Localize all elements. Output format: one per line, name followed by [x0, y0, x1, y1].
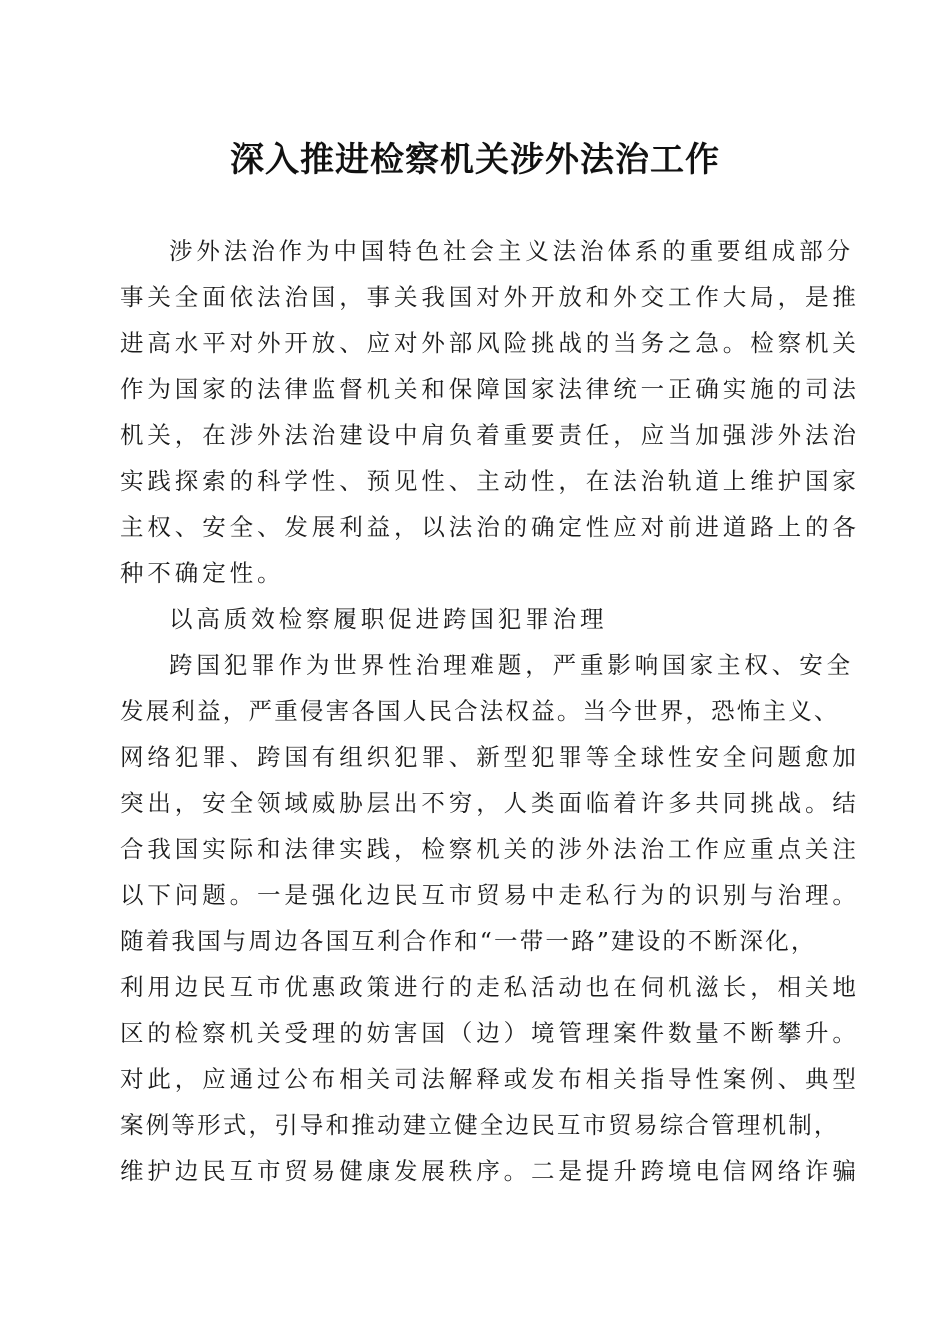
document-title: 深入推进检察机关涉外法治工作	[230, 140, 720, 180]
document-body	[120, 228, 860, 1194]
paragraph-line: 随着我国与周边各国互利合作和“一带一路”建设的不断深化，	[120, 927, 817, 955]
paragraph-line: 发展利益，严重侵害各国人民合法权益。当今世界，恐怖主义、	[120, 697, 840, 725]
paragraph-line: 对此，应通过公布相关司法解释或发布相关指导性案例、典型	[120, 1065, 860, 1093]
paragraph-line: 涉外法治作为中国特色社会主义法治体系的重要组成部分	[169, 237, 854, 265]
paragraph-line: 进高水平对外开放、应对外部风险挑战的当务之急。检察机关	[120, 329, 860, 357]
paragraph-line: 利用边民互市优惠政策进行的走私活动也在伺机滋长，相关地	[120, 973, 860, 1001]
paragraph-line: 事关全面依法治国，事关我国对外开放和外交工作大局，是推	[120, 283, 860, 311]
paragraph-line: 区的检察机关受理的妨害国（边）境管理案件数量不断攀升。	[120, 1019, 860, 1047]
paragraph-line: 实践探索的科学性、预见性、主动性，在法治轨道上维护国家	[120, 467, 860, 495]
paragraph-line: 跨国犯罪作为世界性治理难题，严重影响国家主权、安全	[169, 651, 854, 679]
paragraph-line: 种不确定性。	[120, 559, 285, 587]
paragraph-line: 以下问题。一是强化边民互市贸易中走私行为的识别与治理。	[120, 881, 860, 909]
paragraph-line: 案例等形式，引导和推动建立健全边民互市贸易综合管理机制，	[120, 1111, 840, 1139]
paragraph-line: 主权、安全、发展利益，以法治的确定性应对前进道路上的各	[120, 513, 860, 541]
paragraph-line: 突出，安全领域威胁层出不穷，人类面临着许多共同挑战。结	[120, 789, 860, 817]
paragraph-line: 维护边民互市贸易健康发展秩序。二是提升跨境电信网络诈骗	[120, 1157, 860, 1185]
paragraph-line: 作为国家的法律监督机关和保障国家法律统一正确实施的司法	[120, 375, 860, 403]
section-heading: 以高质效检察履职促进跨国犯罪治理	[169, 605, 608, 633]
paragraph-line: 机关，在涉外法治建设中肩负着重要责任，应当加强涉外法治	[120, 421, 860, 449]
paragraph-line: 合我国实际和法律实践，检察机关的涉外法治工作应重点关注	[120, 835, 860, 863]
paragraph-line: 网络犯罪、跨国有组织犯罪、新型犯罪等全球性安全问题愈加	[120, 743, 860, 771]
